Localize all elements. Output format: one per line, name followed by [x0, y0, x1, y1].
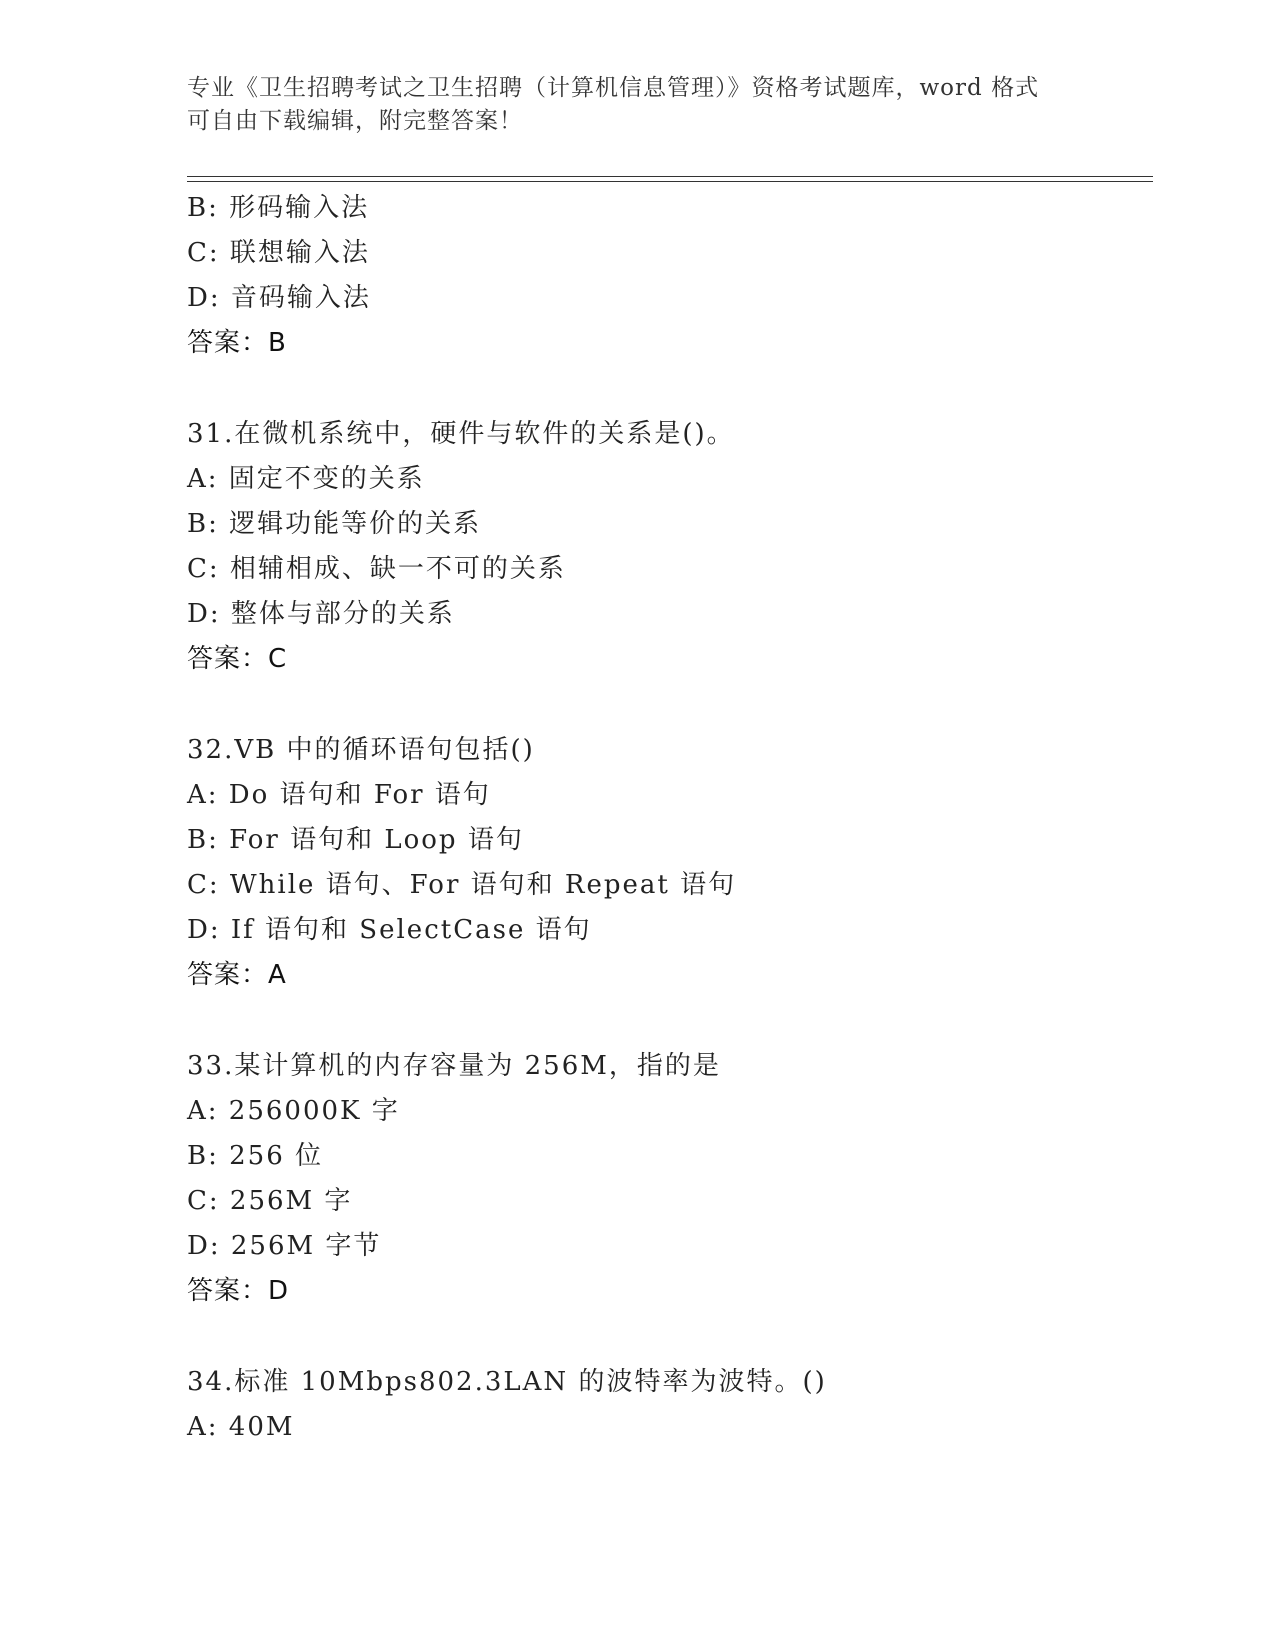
option-d: D: 音码输入法	[187, 283, 371, 313]
header-line-1: 专业《卫生招聘考试之卫生招聘（计算机信息管理）》资格考试题库，word 格式	[187, 75, 1040, 101]
option-c: C: 相辅相成、缺一不可的关系	[187, 554, 566, 584]
header-line-2: 可自由下载编辑，附完整答案！	[187, 108, 523, 134]
answer-label: 答案：C	[187, 644, 288, 674]
option-c: C: 联想输入法	[187, 238, 370, 268]
header-text	[187, 72, 1067, 138]
answer-label: 答案：A	[187, 960, 287, 990]
question-stem: 32.VB 中的循环语句包括()	[187, 735, 535, 765]
option-a: A: Do 语句和 For 语句	[187, 780, 491, 810]
answer-label: 答案：B	[187, 328, 287, 358]
question-stem: 34.标准 10Mbps802.3LAN 的波特率为波特。()	[187, 1367, 827, 1397]
option-a: A: 固定不变的关系	[187, 464, 425, 494]
option-a: A: 40M	[187, 1412, 295, 1442]
option-a: A: 256000K 字	[187, 1096, 400, 1126]
question-stem: 31.在微机系统中，硬件与软件的关系是()。	[187, 419, 735, 449]
option-c: C: While 语句、For 语句和 Repeat 语句	[187, 870, 737, 900]
header-divider-top	[187, 176, 1153, 177]
option-b: B: 逻辑功能等价的关系	[187, 509, 482, 539]
option-b: B: 256 位	[187, 1141, 324, 1171]
option-b: B: For 语句和 Loop 语句	[187, 825, 524, 855]
question-stem: 33.某计算机的内存容量为 256M，指的是	[187, 1051, 721, 1081]
answer-label: 答案：D	[187, 1276, 290, 1306]
option-d: D: If 语句和 SelectCase 语句	[187, 915, 592, 945]
option-c: C: 256M 字	[187, 1186, 353, 1216]
header-divider-bottom	[187, 181, 1153, 182]
option-d: D: 256M 字节	[187, 1231, 382, 1261]
option-d: D: 整体与部分的关系	[187, 599, 455, 629]
option-b: B: 形码输入法	[187, 193, 370, 223]
